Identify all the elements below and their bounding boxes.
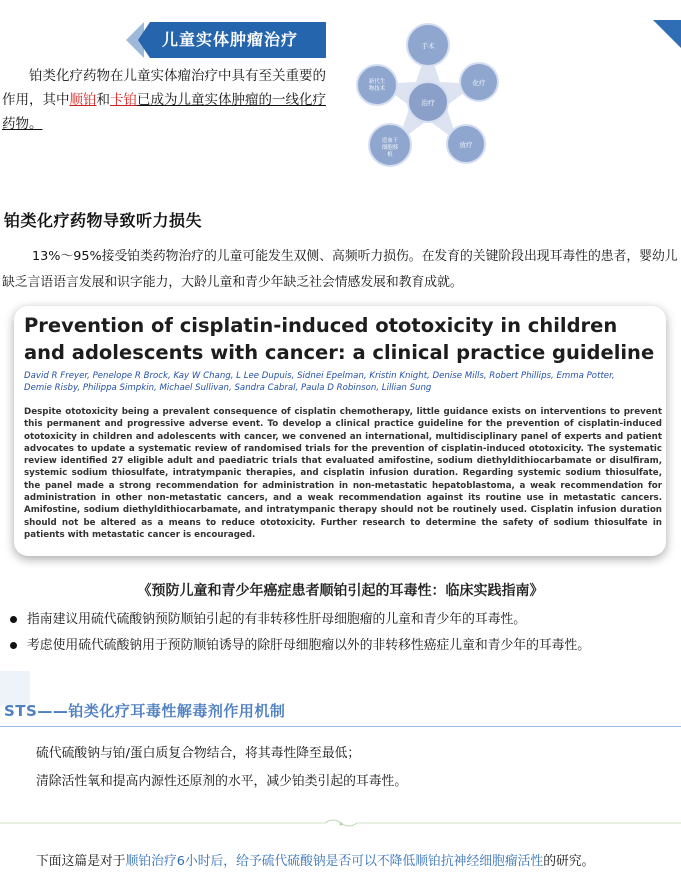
corner-decoration [653, 20, 681, 48]
node-label-radio: 放疗 [459, 141, 473, 149]
article-abstract: Despite ototoxicity being a prevalent consequence of cisplatin chemotherapy, little guidance exists on interventions to prevent this permanent and progressive adverse event. To develop a clinical practice guideline for the prevention of cisplatin-induced ototoxicity in children and adolescents with cancer, we convened an international, multidisciplinary panel of experts and patient advocates to update a systematic review of randomised trials for the prevention of cisplatin-induced ototoxicity. The systematic review identified 27 eligible adult and paediatric trials that evaluated amifostine, sodium diethyldithiocarbamate or disulfiram, systemic sodium thiosulfate, intratympanic therapies, and cisplatin infusion duration. Regarding systemic sodium thiosulfate, the panel made a strong recommendation for administration in non-metastatic hepatoblastoma, a weak recommendation for administration in other non-metastatic cancers, and a weak recommendation against its routine use in metastatic cancers. Amifostine, sodium diethyldithiocarbamate, and intratympanic therapy should not be routinely used. Cisplatin infusion duration should not be altered as a means to reduce ototoxicity. Further research to determine the safety of sodium thiosulfate in patients with metastatic cancer is encouraged. [24, 407, 662, 540]
study-suffix: 的研究。 [543, 854, 595, 869]
intro-text-2: 已成为儿童实体肿瘤的一线化疗药物。 [2, 92, 326, 132]
node-label-biotech-a: 新代生 [368, 79, 386, 85]
ornamental-divider [0, 819, 681, 831]
article-title: Prevention of cisplatin-induced ototoxicity in children and adolescents with cancer: a clinical practice guideline [24, 314, 655, 364]
diagram-node-radio [447, 125, 485, 163]
sts-section-title: STS——铂类化疗耳毒性解毒剂作用机制 [4, 702, 286, 720]
diagram-node-surgery [407, 24, 449, 66]
node-label-stem-cell-c: 植 [387, 152, 393, 158]
article-screenshot-card [14, 306, 666, 556]
drug-carboplatin: 卡铂 [110, 92, 137, 108]
sts-underline-divider [0, 726, 681, 727]
node-label-surgery: 手术 [421, 42, 435, 50]
bullet-dot-icon [10, 616, 17, 623]
article-authors: David R Freyer, Penelope R Brock, Kay W Chang, L Lee Dupuis, Sidnei Epelman, Kristin Knight, Denise Mills, Robert Phillips, Emma Potter, Demie Risby, Philippa Simpkin, Michael Sullivan, Sandra Cabral, Paula D Robinson, Lillian Sung [24, 371, 615, 393]
bullet-item [10, 636, 680, 656]
sts-line-2: 清除活性氧和提高内源性还原剂的水平，减少铂类引起的耳毒性。 [36, 774, 408, 789]
bullet-item [10, 610, 680, 630]
bullet-dot-icon [10, 642, 17, 649]
center-label: 治疗 [421, 99, 435, 107]
diagram-node-stem-cell [369, 124, 411, 166]
treatment-diagram [348, 18, 508, 178]
drug-cisplatin: 顺铂 [69, 92, 97, 108]
diagram-node-chemo [460, 63, 498, 101]
intro-paragraph [2, 64, 332, 136]
study-highlight: 顺铂治疗6小时后，给予硫代硫酸钠是否可以不降低顺铂抗神经细胞瘤活性 [125, 854, 544, 869]
hearing-loss-paragraph: 13%～95%接受铂类药物治疗的儿童可能发生双侧、高频听力损伤。在发育的关键阶段出现耳毒性的患者，婴幼儿缺乏言语语言发展和识字能力，大龄儿童和青少年缺乏社会情感发展和教育成就。 [2, 249, 678, 290]
study-intro-paragraph [36, 852, 681, 872]
section-header-title: 儿童实体肿瘤治疗 [150, 22, 326, 58]
node-label-biotech-b: 物技术 [368, 86, 386, 92]
ribbon-tail-accent [138, 22, 150, 58]
node-label-stem-cell-b: 细胞移 [381, 145, 399, 151]
section-title-hearing-loss: 铂类化疗药物导致听力损失 [4, 211, 203, 230]
intro-and: 和 [96, 92, 110, 108]
study-prefix: 下面这篇是对于 [36, 854, 126, 869]
bullet-text: 指南建议用硫代硫酸钠预防顺铂引起的有非转移性肝母细胞瘤的儿童和青少年的耳毒性。 [27, 612, 527, 627]
sts-line-1: 硫代硫酸钠与铂/蛋白质复合物结合，将其毒性降至最低； [36, 746, 361, 761]
diagram-node-biotech [357, 65, 397, 105]
node-label-stem-cell-a: 造血干 [381, 138, 399, 144]
sts-mechanism-body [36, 740, 676, 796]
article-caption: 《预防儿童和青少年癌症患者顺铂引起的耳毒性：临床实践指南》 [137, 583, 544, 599]
bullet-text: 考虑使用硫代硫酸钠用于预防顺铂诱导的除肝母细胞瘤以外的非转移性癌症儿童和青少年的耳毒性。 [27, 638, 591, 653]
intro-text-1: 铂类化疗药物在儿童实体瘤治疗中具有至关重要的作用，其中 [2, 68, 326, 108]
node-label-chemo: 化疗 [472, 79, 486, 87]
diagram-center-node [408, 82, 448, 122]
